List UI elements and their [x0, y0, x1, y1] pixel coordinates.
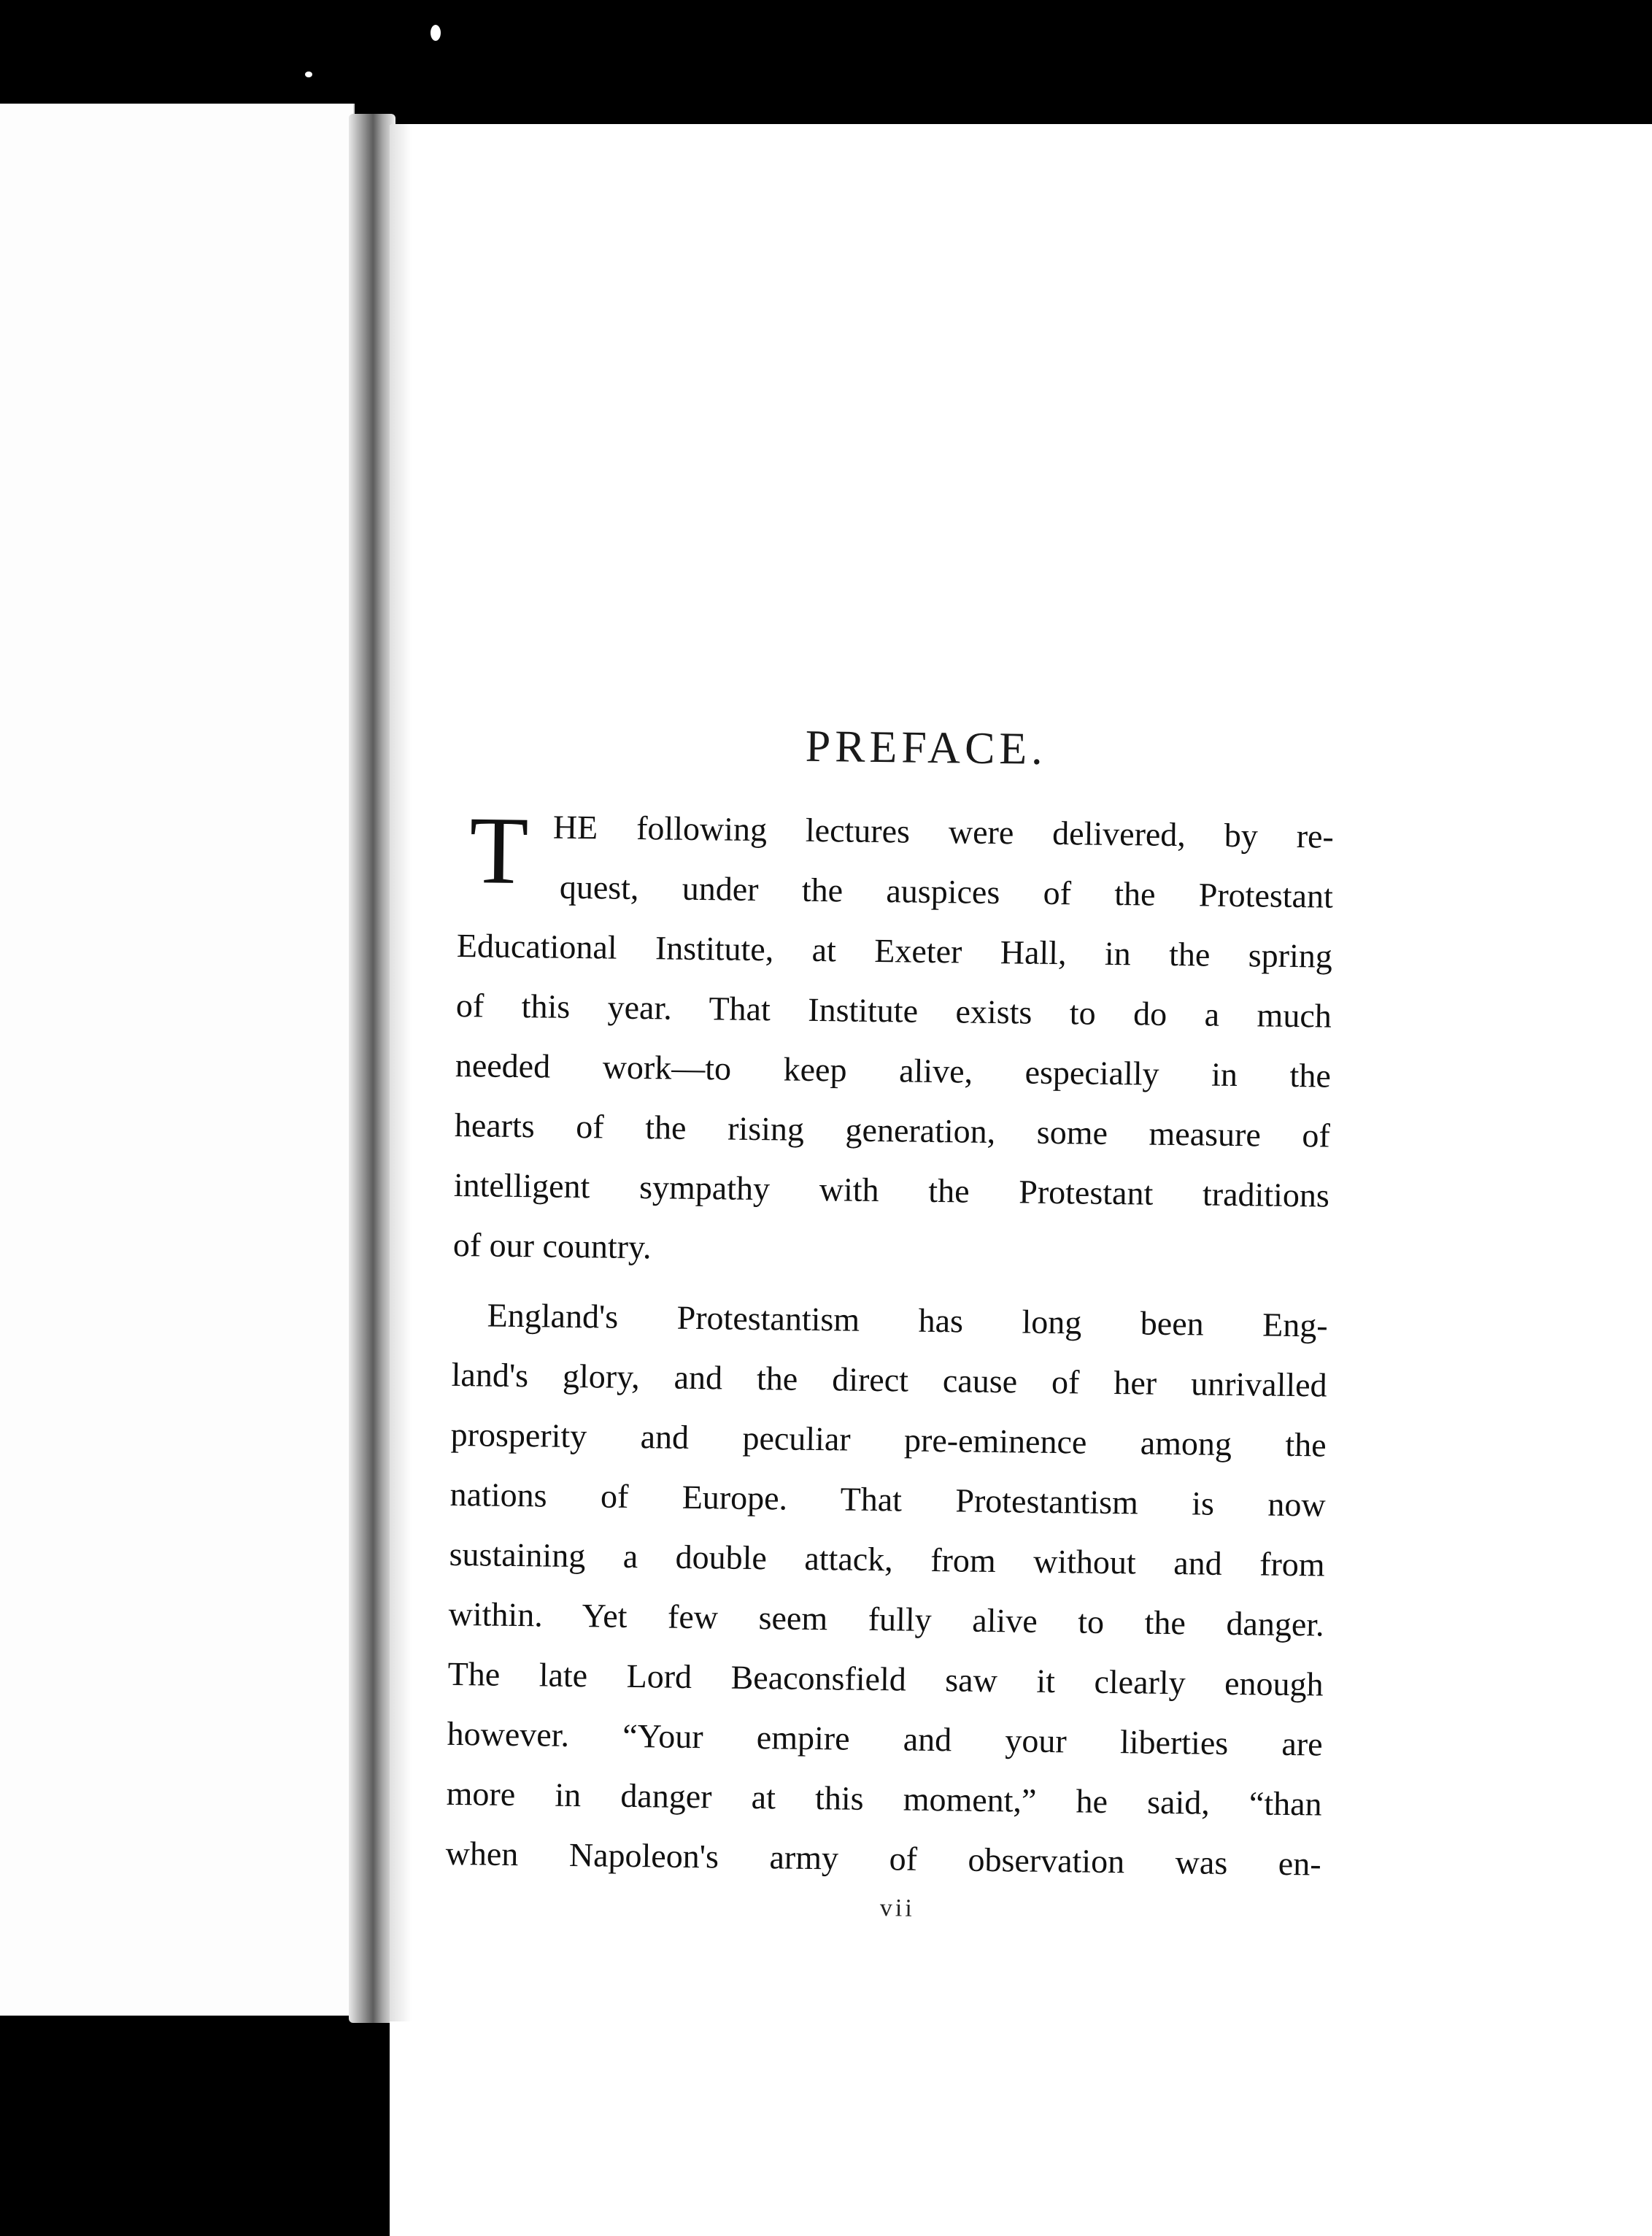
- text-line: of our country.: [452, 1225, 652, 1266]
- text-line: intelligent sympathy with the Protestant traditions: [453, 1165, 1330, 1214]
- speck: [305, 72, 312, 77]
- binding-gutter: [349, 114, 395, 2023]
- page-title: PREFACE.: [805, 721, 1048, 774]
- text-line: sustaining a double attack, from without and from: [449, 1535, 1325, 1584]
- text-line: The late Lord Beaconsfield saw it clearly enough: [447, 1654, 1324, 1703]
- text-line: of this year. That Institute exists to do a much: [455, 986, 1332, 1035]
- speck: [639, 2140, 645, 2146]
- text-line: Educational Institute, at Exeter Hall, in the spring: [456, 926, 1333, 975]
- text-line: land's glory, and the direct cause of her unrivalled: [451, 1355, 1327, 1404]
- left-page: [0, 104, 355, 2016]
- text-line: quest, under the auspices of the Protestant: [559, 868, 1334, 915]
- text-line: HE following lectures were delivered, by re-: [552, 808, 1335, 855]
- speck: [441, 2125, 457, 2140]
- text-line: prosperity and peculiar pre-eminence among the: [450, 1415, 1327, 1464]
- speck: [431, 25, 441, 41]
- text-line: England's Protestantism has long been Eng-: [487, 1296, 1328, 1344]
- text-line: nations of Europe. That Protestantism is now: [449, 1475, 1326, 1524]
- page-number: vii: [879, 1894, 916, 1922]
- paragraph-2: [445, 1285, 1328, 1894]
- text-line: more in danger at this moment,” he said, “than: [446, 1774, 1322, 1823]
- text-line: hearts of the rising generation, some measure of: [454, 1106, 1331, 1154]
- text-line: however. “Your empire and your liberties are: [447, 1714, 1323, 1763]
- text-line: when Napoleon's army of observation was en-: [445, 1834, 1321, 1883]
- preface-text-block: [445, 701, 1335, 1928]
- text-line: needed work—to keep alive, especially in the: [455, 1046, 1332, 1095]
- drop-cap: T: [468, 796, 530, 905]
- paragraph-1: [452, 796, 1334, 1286]
- text-line: within. Yet few seem fully alive to the danger.: [448, 1595, 1324, 1643]
- page-shadow: [390, 124, 412, 2021]
